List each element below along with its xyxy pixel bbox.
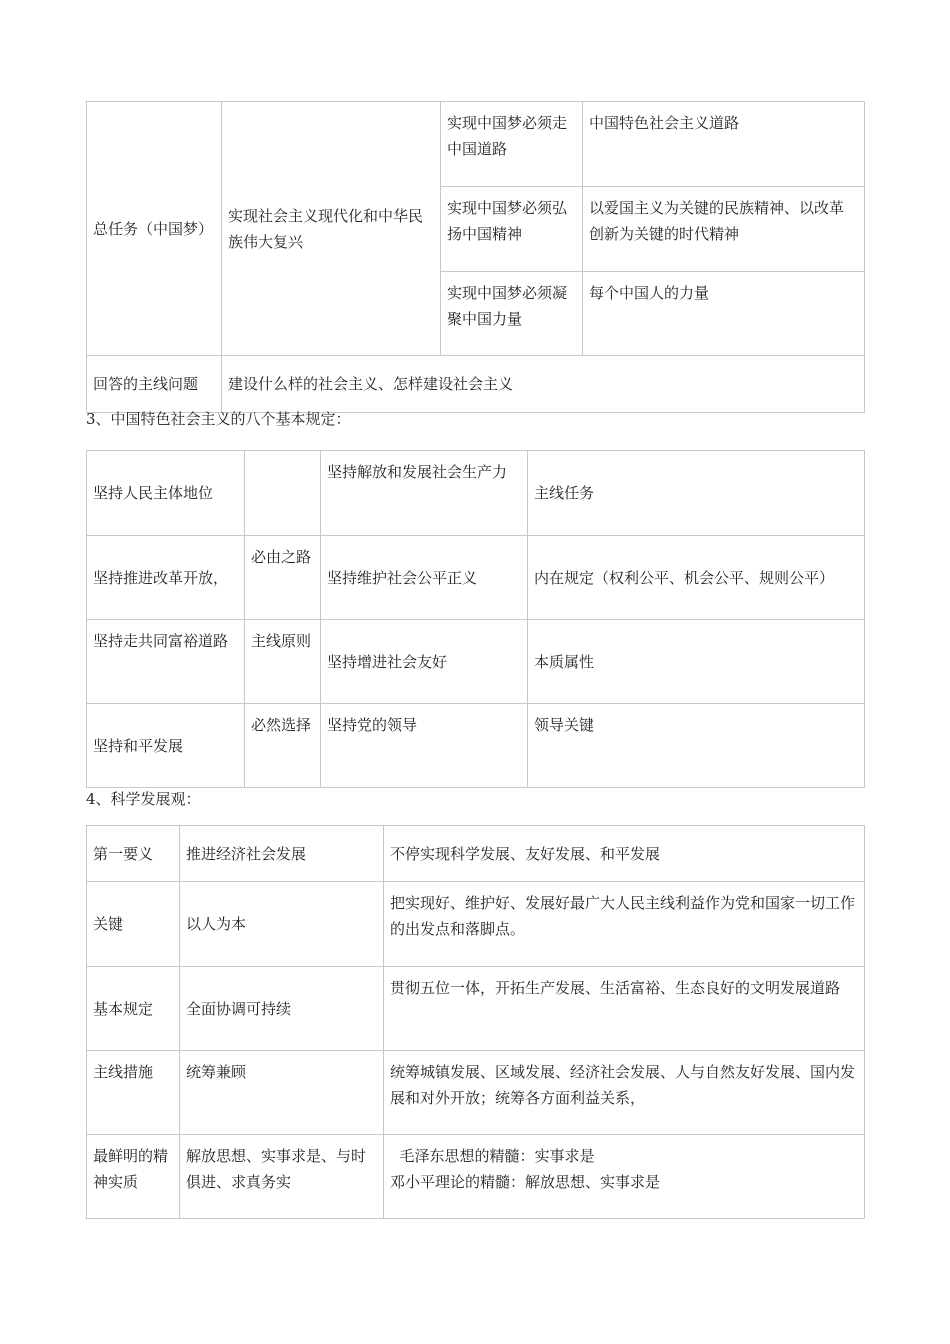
summary-cell: 解放思想、实事求是、与时俱进、求真务实 xyxy=(180,1135,384,1219)
general-task-content: 实现社会主义现代化和中华民族伟大复兴 xyxy=(222,102,441,356)
requirement-content-cell: 以爱国主义为关键的民族精神、以改革创新为关键的时代精神 xyxy=(583,187,865,272)
scientific-development-table xyxy=(86,825,865,1219)
explanation-line: 把实现好、维护好、发展好最广大人民主线利益作为党和国家一切工作的出发点和落脚点。 xyxy=(390,894,856,938)
provision-cell: 坚持党的领导 xyxy=(321,704,528,788)
requirement-cell: 实现中国梦必须弘扬中国精神 xyxy=(441,187,583,272)
explanation-line: 不停实现科学发展、友好发展、和平发展 xyxy=(390,844,661,863)
term-cell: 主线措施 xyxy=(87,1051,180,1135)
provision-cell: 坚持和平发展 xyxy=(87,704,245,788)
explanation-cell xyxy=(384,882,865,967)
summary-cell: 以人为本 xyxy=(180,882,384,967)
explanation-cell xyxy=(384,1135,865,1219)
provision-role-cell: 必由之路 xyxy=(245,536,321,620)
provision-role-cell: 主线原则 xyxy=(245,620,321,704)
explanation-line: 毛泽东思想的精髓：实事求是 xyxy=(390,1147,595,1165)
term-cell: 第一要义 xyxy=(87,826,180,882)
term-cell: 基本规定 xyxy=(87,967,180,1051)
provision-cell: 坚持走共同富裕道路 xyxy=(87,620,245,704)
summary-cell: 推进经济社会发展 xyxy=(180,826,384,882)
explanation-line: 邓小平理论的精髓：解放思想、实事求是 xyxy=(390,1173,661,1191)
provision-role-cell: 内在规定（权利公平、机会公平、规则公平） xyxy=(528,536,865,620)
provision-cell: 坚持维护社会公平正义 xyxy=(321,536,528,620)
provision-role-cell xyxy=(245,451,321,536)
provision-cell: 坚持推进改革开放， xyxy=(87,536,245,620)
explanation-line: 贯彻五位一体，开拓生产发展、生活富裕、生态良好的文明发展道路 xyxy=(390,979,841,997)
chinese-dream-table xyxy=(86,101,865,413)
provision-role-cell: 本质属性 xyxy=(528,620,865,704)
requirement-content-cell: 每个中国人的力量 xyxy=(583,272,865,356)
explanation-cell xyxy=(384,826,865,882)
main-question-content: 建设什么样的社会主义、怎样建设社会主义 xyxy=(222,356,865,413)
requirement-cell: 实现中国梦必须走中国道路 xyxy=(441,102,583,187)
requirement-cell: 实现中国梦必须凝聚中国力量 xyxy=(441,272,583,356)
provision-role-cell: 领导关键 xyxy=(528,704,865,788)
provision-cell: 坚持解放和发展社会生产力 xyxy=(321,451,528,536)
provision-role-cell: 主线任务 xyxy=(528,451,865,536)
provision-cell: 坚持人民主体地位 xyxy=(87,451,245,536)
provision-cell: 坚持增进社会友好 xyxy=(321,620,528,704)
requirement-content-cell: 中国特色社会主义道路 xyxy=(583,102,865,187)
section-3-heading: 3、中国特色社会主义的八个基本规定： xyxy=(86,410,351,428)
main-question-label: 回答的主线问题 xyxy=(87,356,222,413)
section-4-heading: 4、科学发展观： xyxy=(86,790,201,808)
term-cell: 最鲜明的精神实质 xyxy=(87,1135,180,1219)
eight-basic-provisions-table xyxy=(86,450,865,788)
term-cell: 关键 xyxy=(87,882,180,967)
explanation-line: 统筹城镇发展、区域发展、经济社会发展、人与自然友好发展、国内发展和对外开放；统筹各方面利益关系， xyxy=(390,1063,856,1107)
provision-role-cell: 必然选择 xyxy=(245,704,321,788)
summary-cell: 全面协调可持续 xyxy=(180,967,384,1051)
explanation-cell xyxy=(384,1051,865,1135)
summary-cell: 统筹兼顾 xyxy=(180,1051,384,1135)
explanation-cell xyxy=(384,967,865,1051)
general-task-label: 总任务（中国梦） xyxy=(87,102,222,356)
